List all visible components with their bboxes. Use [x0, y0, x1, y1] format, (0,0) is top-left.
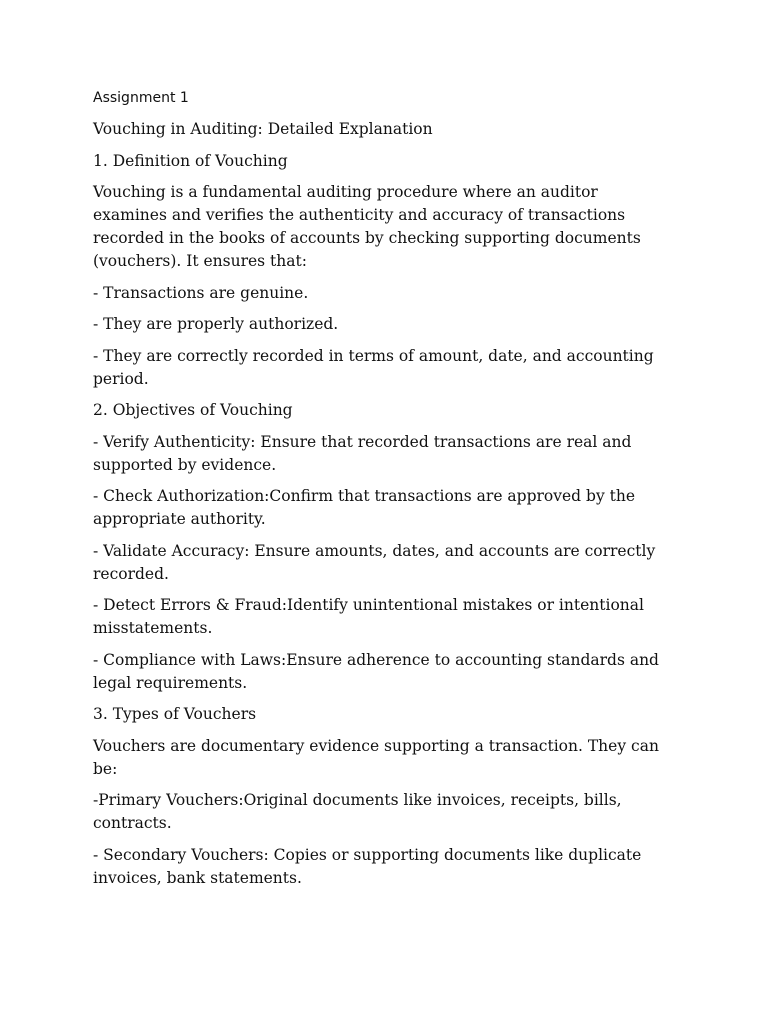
list-item: - Transactions are genuine.	[93, 283, 309, 302]
types-intro-paragraph: Vouchers are documentary evidence supporting a transaction. They can be:	[93, 736, 659, 778]
section-heading-definition: 1. Definition of Vouching	[93, 151, 288, 170]
list-item: - Secondary Vouchers: Copies or supporting documents like duplicate invoices, bank statements.	[93, 845, 642, 887]
list-item: - They are properly authorized.	[93, 315, 339, 333]
list-item: - Detect Errors & Fraud:Identify unintentional mistakes or intentional misstatements.	[93, 596, 644, 637]
assignment-label: Assignment 1	[93, 90, 189, 106]
document-title: Vouching in Auditing: Detailed Explanation	[93, 120, 433, 138]
list-item: - Validate Accuracy: Ensure amounts, dates, and accounts are correctly recorded.	[93, 541, 656, 583]
definition-paragraph: Vouching is a fundamental auditing procedure where an auditor examines and verifies the authenticity and accuracy of transactions recorded in the books of accounts by checking supporting documents (vouchers). It ensures that:	[93, 183, 641, 270]
section-heading-objectives: 2. Objectives of Vouching	[93, 401, 293, 419]
list-item: - Compliance with Laws:Ensure adherence to accounting standards and legal requirements.	[93, 650, 659, 692]
list-item: - Check Authorization:Confirm that transactions are approved by the appropriate authority.	[93, 487, 636, 528]
list-item: -Primary Vouchers:Original documents like invoices, receipts, bills, contracts.	[93, 791, 622, 832]
section-heading-types: 3. Types of Vouchers	[93, 705, 257, 723]
document-body	[93, 87, 673, 898]
list-item: - They are correctly recorded in terms of amount, date, and accounting period.	[93, 346, 654, 388]
list-item: - Verify Authenticity: Ensure that recorded transactions are real and supported by evidence.	[93, 432, 632, 474]
